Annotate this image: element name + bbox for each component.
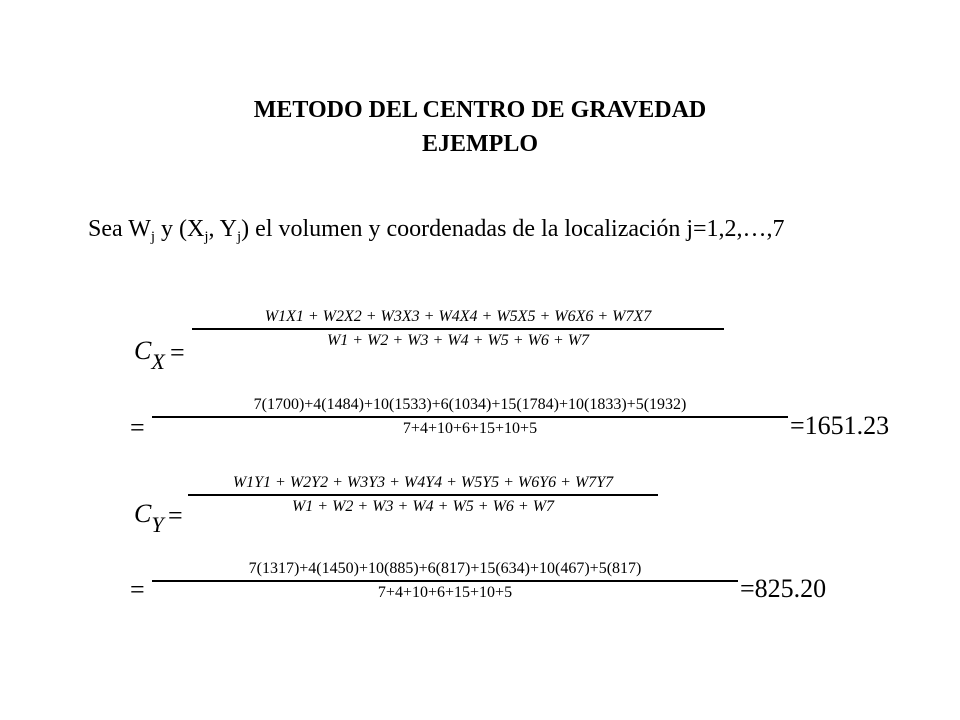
cx-equals-2: = (130, 413, 145, 442)
cy-numeric-fraction (152, 560, 738, 602)
cx-result: =1651.23 (790, 411, 890, 440)
cy-equals-2: = (130, 575, 145, 604)
cy-formula-bar (188, 494, 658, 496)
cx-formula-numerator: W1X1 + W2X2 + W3X3 + W4X4 + W5X5 + W6X6 + W7X7 (264, 308, 652, 325)
cy-formula-numerator: W1Y1 + W2Y2 + W3Y3 + W4Y4 + W5Y5 + W6Y6 + W7Y7 (232, 474, 614, 491)
intro-suffix: ) el volumen y coordenadas de la localización j=1,2,…,7 (241, 216, 785, 242)
intro-prefix: Sea W (88, 216, 151, 242)
intro-mid2: , Y (208, 216, 237, 242)
intro-mid1: y (X (155, 216, 205, 242)
cx-lhs (134, 336, 165, 375)
cx-numeric-bar (152, 416, 788, 418)
intro-y-sub: j (237, 229, 242, 245)
cy-numeric-bar (152, 580, 738, 582)
page-subtitle: EJEMPLO (421, 131, 538, 157)
cx-lhs-sub: X (151, 349, 165, 374)
intro-statement (88, 216, 785, 243)
cx-formula-denominator: W1 + W2 + W3 + W4 + W5 + W6 + W7 (326, 331, 590, 349)
cx-equals: = (170, 338, 185, 367)
cx-formula-fraction (192, 308, 724, 350)
cx-numeric-numerator: 7(1700)+4(1484)+10(1533)+6(1034)+15(1784)+10(1833)+5(1932) (253, 396, 687, 413)
cx-lhs-symbol: C (134, 336, 152, 365)
cy-formula-denominator: W1 + W2 + W3 + W4 + W5 + W6 + W7 (291, 497, 555, 515)
cy-numeric-numerator: 7(1317)+4(1450)+10(885)+6(817)+15(634)+10(467)+5(817) (248, 560, 642, 577)
intro-w-sub: j (150, 229, 156, 245)
cy-formula-fraction (188, 474, 658, 516)
cy-lhs (134, 499, 164, 538)
cx-numeric-fraction (152, 396, 788, 438)
cy-equals: = (168, 501, 183, 530)
intro-x-sub: j (204, 229, 209, 245)
cy-lhs-sub: Y (151, 512, 164, 537)
cy-numeric-denominator: 7+4+10+6+15+10+5 (377, 583, 513, 601)
cy-lhs-symbol: C (134, 499, 152, 528)
cx-formula-bar (192, 328, 724, 330)
cx-numeric-denominator: 7+4+10+6+15+10+5 (402, 419, 538, 437)
cy-result: =825.20 (740, 574, 827, 603)
page-title: METODO DEL CENTRO DE GRAVEDAD (253, 97, 707, 123)
